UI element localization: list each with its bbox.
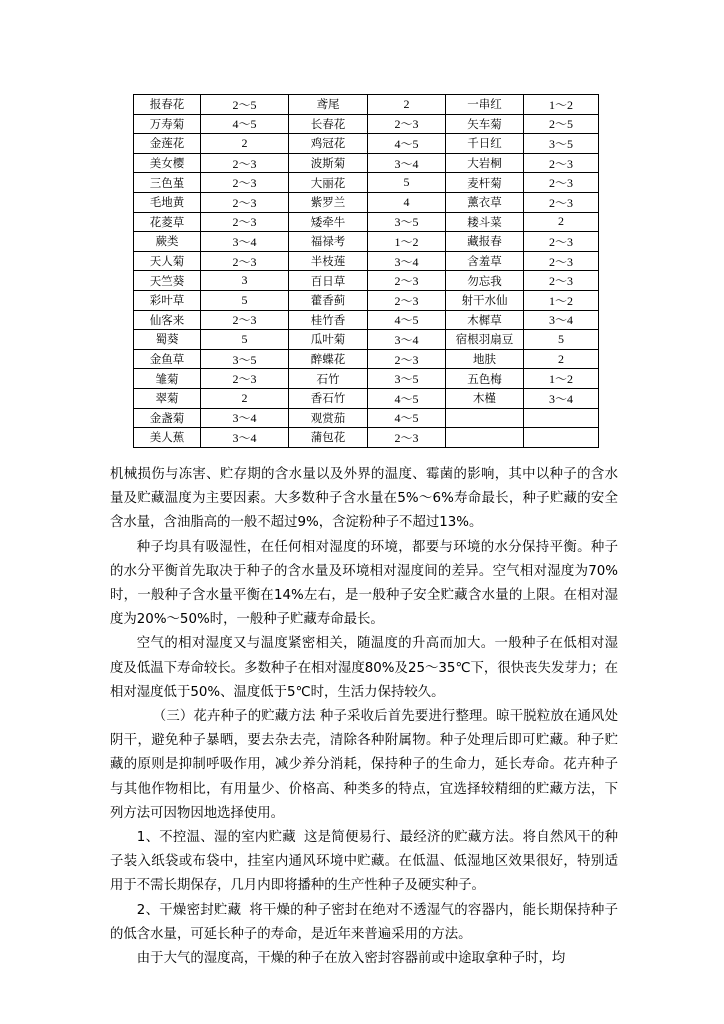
- flower-name-cell: 地肤: [446, 349, 524, 369]
- subtitle-sealed-storage: 2、干燥密封贮藏: [136, 902, 242, 918]
- table-row: [134, 173, 599, 193]
- paragraph-sealed-storage: [110, 899, 618, 947]
- paragraph-temperature: 空气的相对湿度又与温度紧密相关，随温度的升高而加大。一般种子在低相对湿度及低温下寿命较长。多数种子在相对湿度80%及25～35℃下，很快丧失发芽力；在相对湿度低于50%、温度低于5℃时，生活力保持较久。: [110, 636, 618, 700]
- table-row: [134, 349, 599, 369]
- storage-years-cell: 4～5: [368, 408, 446, 428]
- storage-years-cell: 1～2: [524, 95, 599, 115]
- storage-years-cell: 3～4: [524, 310, 599, 330]
- table-row: [134, 290, 599, 310]
- flower-name-cell: 观赏茄: [289, 408, 368, 428]
- table-row: [134, 192, 599, 212]
- flower-name-cell: 紫罗兰: [289, 192, 368, 212]
- storage-years-cell: 2: [524, 349, 599, 369]
- storage-years-cell: 2～3: [201, 153, 289, 173]
- flower-name-cell: 千日红: [446, 134, 524, 154]
- flower-name-cell: 报春花: [134, 95, 201, 115]
- flower-name-cell: 三色堇: [134, 173, 201, 193]
- table-row: [134, 232, 599, 252]
- storage-years-cell: 2～3: [368, 349, 446, 369]
- paragraph-humidity-note: 由于大气的湿度高，干燥的种子在放入密封容器前或中途取拿种子时，均: [136, 951, 566, 967]
- flower-name-cell: 醉蝶花: [289, 349, 368, 369]
- flower-name-cell: 鸡冠花: [289, 134, 368, 154]
- storage-years-cell: 2～3: [201, 310, 289, 330]
- storage-years-cell: 3～5: [524, 134, 599, 154]
- storage-years-cell: [524, 408, 599, 428]
- flower-name-cell: 藿香蓟: [289, 290, 368, 310]
- flower-name-cell: 半枝莲: [289, 251, 368, 271]
- flower-name-cell: 美女樱: [134, 153, 201, 173]
- flower-name-cell: [446, 428, 524, 448]
- flower-name-cell: 波斯菊: [289, 153, 368, 173]
- flower-name-cell: 蕨类: [134, 232, 201, 252]
- storage-years-cell: 2～3: [524, 153, 599, 173]
- storage-years-cell: [524, 428, 599, 448]
- storage-years-cell: 3～5: [368, 369, 446, 389]
- paragraph-storage-methods: [110, 705, 618, 826]
- flower-name-cell: 薰衣草: [446, 192, 524, 212]
- table-row: [134, 408, 599, 428]
- table-row: [134, 134, 599, 154]
- flower-name-cell: [446, 408, 524, 428]
- flower-name-cell: 蜀葵: [134, 330, 201, 350]
- storage-years-cell: 2～5: [524, 114, 599, 134]
- storage-years-cell: 4～5: [368, 310, 446, 330]
- storage-years-cell: 2: [201, 134, 289, 154]
- flower-name-cell: 金莲花: [134, 134, 201, 154]
- storage-years-cell: 3: [201, 271, 289, 291]
- flower-name-cell: 矮牵牛: [289, 212, 368, 232]
- flower-name-cell: 一串红: [446, 95, 524, 115]
- flower-name-cell: 桂竹香: [289, 310, 368, 330]
- storage-years-cell: 4～5: [368, 134, 446, 154]
- flower-name-cell: 花菱草: [134, 212, 201, 232]
- storage-years-cell: 5: [524, 330, 599, 350]
- flower-name-cell: 彩叶草: [134, 290, 201, 310]
- room-storage-text: 这是简便易行、最经济的贮藏方法。将自然风干的种子装入纸袋或布袋中，挂室内通风环境中贮藏。在低温、低湿地区效果很好，特别适用于不需长期保存，几月内即将播种的生产性种子及硬实种子。: [110, 830, 618, 894]
- flower-name-cell: 蒲包花: [289, 428, 368, 448]
- flower-name-cell: 射干水仙: [446, 290, 524, 310]
- storage-years-cell: 2～3: [524, 271, 599, 291]
- storage-years-cell: 1～2: [368, 232, 446, 252]
- storage-years-cell: 3～5: [368, 212, 446, 232]
- flower-name-cell: 大岩桐: [446, 153, 524, 173]
- flower-name-cell: 宿根羽扇豆: [446, 330, 524, 350]
- storage-years-cell: 4: [368, 192, 446, 212]
- table-row: [134, 114, 599, 134]
- storage-years-cell: 2～3: [201, 212, 289, 232]
- flower-name-cell: 香石竹: [289, 388, 368, 408]
- storage-years-cell: 2: [524, 212, 599, 232]
- storage-years-cell: 3～4: [201, 408, 289, 428]
- flower-name-cell: 石竹: [289, 369, 368, 389]
- flower-name-cell: 金鱼草: [134, 349, 201, 369]
- flower-name-cell: 木槿: [446, 388, 524, 408]
- storage-years-cell: 2～3: [368, 290, 446, 310]
- flower-name-cell: 天竺葵: [134, 271, 201, 291]
- body-text: [110, 463, 618, 971]
- flower-name-cell: 天人菊: [134, 251, 201, 271]
- storage-years-cell: 2～3: [368, 114, 446, 134]
- table-row: [134, 369, 599, 389]
- flower-name-cell: 金盏菊: [134, 408, 201, 428]
- flower-name-cell: 瓜叶菊: [289, 330, 368, 350]
- flower-name-cell: 毛地黄: [134, 192, 201, 212]
- storage-years-cell: 3～4: [368, 153, 446, 173]
- storage-years-cell: 2～3: [524, 251, 599, 271]
- storage-years-cell: 2～3: [201, 369, 289, 389]
- storage-years-cell: 2～3: [201, 251, 289, 271]
- table-row: [134, 271, 599, 291]
- table-row: [134, 428, 599, 448]
- flower-name-cell: 百日草: [289, 271, 368, 291]
- flower-name-cell: 美人蕉: [134, 428, 201, 448]
- storage-years-cell: 3～4: [524, 388, 599, 408]
- subtitle-room-storage: 1、不控温、湿的室内贮藏: [136, 830, 296, 846]
- seed-storage-table: [133, 94, 599, 448]
- flower-name-cell: 勿忘我: [446, 271, 524, 291]
- flower-name-cell: 耧斗菜: [446, 212, 524, 232]
- flower-name-cell: 雏菊: [134, 369, 201, 389]
- storage-methods-text: 种子采收后首先要进行整理。晾干脱粒放在通风处阴干，避免种子暴晒，要去杂去壳，清除各种附属物。种子处理后即可贮藏。种子贮藏的原则是抑制呼吸作用，减少养分消耗，保持种子的生命力，延长寿命。花卉种子与其他作物相比，有用量少、价格高、种类多的特点，宜选择较精细的贮藏方法，下列方法可因物因地选择使用。: [110, 709, 619, 821]
- storage-years-cell: 5: [201, 290, 289, 310]
- storage-years-cell: 1～2: [524, 290, 599, 310]
- flower-name-cell: 木樨草: [446, 310, 524, 330]
- table-row: [134, 153, 599, 173]
- storage-years-cell: 1～2: [524, 369, 599, 389]
- paragraph-room-storage: [110, 826, 618, 899]
- flower-name-cell: 五色梅: [446, 369, 524, 389]
- storage-years-cell: 2: [201, 388, 289, 408]
- flower-name-cell: 福禄考: [289, 232, 368, 252]
- storage-years-cell: 3～4: [368, 330, 446, 350]
- flower-name-cell: 翠菊: [134, 388, 201, 408]
- sealed-storage-text: 将干燥的种子密封在绝对不透湿气的容器内，能长期保持种子的低含水量，可延长种子的寿命，是近年来普遍采用的方法。: [110, 902, 618, 942]
- storage-years-cell: 3～4: [368, 251, 446, 271]
- storage-years-cell: 3～4: [201, 232, 289, 252]
- table-row: [134, 388, 599, 408]
- storage-years-cell: 5: [368, 173, 446, 193]
- storage-years-cell: 4～5: [201, 114, 289, 134]
- storage-years-cell: 2～3: [368, 271, 446, 291]
- table-row: [134, 251, 599, 271]
- table-row: [134, 330, 599, 350]
- flower-name-cell: 藏报春: [446, 232, 524, 252]
- table-row: [134, 95, 599, 115]
- table-row: [134, 212, 599, 232]
- storage-years-cell: 2～3: [524, 173, 599, 193]
- storage-years-cell: 3～4: [201, 428, 289, 448]
- flower-name-cell: 大丽花: [289, 173, 368, 193]
- flower-name-cell: 矢车菊: [446, 114, 524, 134]
- flower-name-cell: 万寿菊: [134, 114, 201, 134]
- storage-years-cell: 5: [201, 330, 289, 350]
- table-row: [134, 310, 599, 330]
- flower-name-cell: 鸢尾: [289, 95, 368, 115]
- storage-years-cell: 2～3: [201, 173, 289, 193]
- flower-name-cell: 长春花: [289, 114, 368, 134]
- storage-years-cell: 2～3: [524, 232, 599, 252]
- flower-name-cell: 含羞草: [446, 251, 524, 271]
- storage-years-cell: 2～3: [368, 428, 446, 448]
- storage-years-cell: 2: [368, 95, 446, 115]
- paragraph-humidity-balance: 种子均具有吸湿性，在任何相对湿度的环境，都要与环境的水分保持平衡。种子的水分平衡首先取决于种子的含水量及环境相对湿度间的差异。空气相对湿度为70%时，一般种子含水量平衡在14%左右，是一般种子安全贮藏含水量的上限。在相对湿度为20%～50%时，一般种子贮藏寿命最长。: [110, 539, 618, 628]
- table-body: [134, 95, 599, 448]
- storage-years-cell: 2～5: [201, 95, 289, 115]
- flower-name-cell: 麦杆菊: [446, 173, 524, 193]
- section-title-storage-methods: （三）花卉种子的贮藏方法: [152, 709, 316, 725]
- paragraph-moisture-factors: 机械损伤与冻害、贮存期的含水量以及外界的温度、霉菌的影响，其中以种子的含水量及贮藏温度为主要因素。大多数种子含水量在5%～6%寿命最长，种子贮藏的安全含水量，含油脂高的一般不超过9%，含淀粉种子不超过13%。: [110, 467, 618, 531]
- storage-years-cell: 3～5: [201, 349, 289, 369]
- storage-years-cell: 2～3: [524, 192, 599, 212]
- storage-years-cell: 4～5: [368, 388, 446, 408]
- storage-years-cell: 2～3: [201, 192, 289, 212]
- flower-name-cell: 仙客来: [134, 310, 201, 330]
